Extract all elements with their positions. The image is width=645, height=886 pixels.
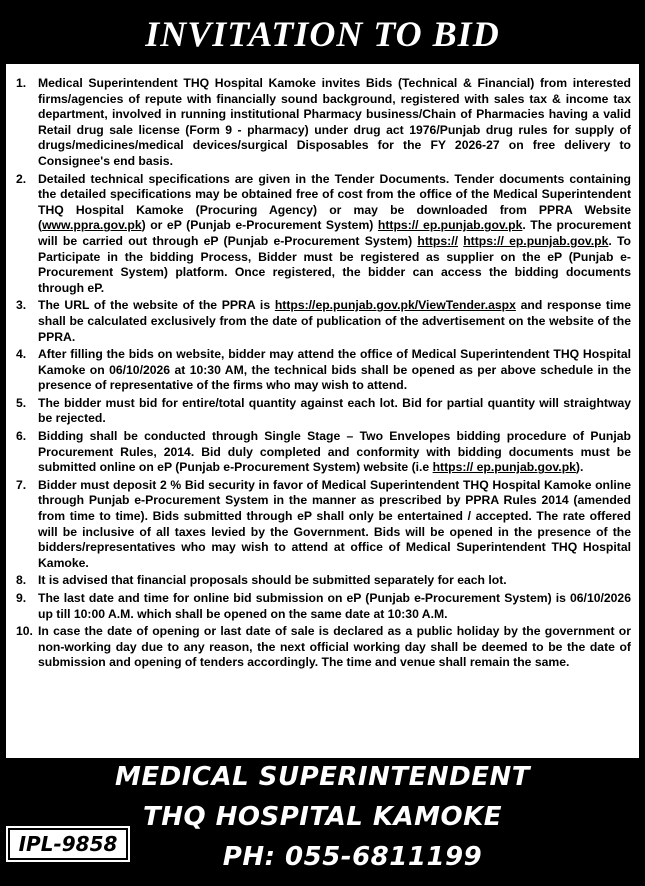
clause-text-segment: Bidding shall be conducted through Single Stage – Two Envelopes bidding procedure of Punjab Procurement Rules, 2014. Bid duly completed and conformity with bidding documents must be submitted online on eP (Punjab e-Procurement System) website (i.e bbox=[38, 429, 631, 475]
url-reference: https:// ep.punjab.gov.pk bbox=[432, 460, 576, 475]
clause-text-segment: and response time shall be calculated exclusively from the date of publication of the advertisement on the website of the PPRA. bbox=[38, 298, 631, 344]
clause-text-segment: Medical Superintendent THQ Hospital Kamoke invites Bids (Technical & Financial) from interested firms/agencies of repute with financially sound background, registered with sales tax & income tax department, involved in running institutional Pharmacy business/Chain of Pharmacies having a valid Retail drug sale license (Form 9 - pharmacy) under drug act 1976/Punjab drug rules for supply of drugs/medicines/medical devices/surgical Disposables for the FY 2026-27 on free delivery to Consignee's end basis. bbox=[38, 76, 631, 168]
clause-number: 5. bbox=[16, 395, 27, 410]
bid-clause bbox=[16, 396, 631, 427]
clause-number: 4. bbox=[16, 347, 27, 362]
clause-text bbox=[38, 573, 631, 589]
bid-clause bbox=[16, 298, 631, 345]
clause-number: 6. bbox=[16, 429, 27, 444]
clause-text-segment: ) or eP (Punjab e-Procurement System) bbox=[141, 218, 378, 233]
clause-text bbox=[38, 591, 631, 622]
clause-text-segment: Bidder must deposit 2 % Bid security in favor of Medical Superintendent THQ Hospital Kamoke online through Punjab e-Procurement System in the manner as prescribed by PPRA Rules 2014 (amended from time to time). Bids submitted through eP shall only be entertained / accepted. The rate offered will be inclusive of all taxes levied by the Government. Bids will be opened in the presence of the bidders/representatives who may wish to attend at office of Medical Superintendent THQ Hospital Kamoke. bbox=[38, 477, 631, 570]
url-reference: https:// bbox=[417, 233, 458, 248]
clause-number: 8. bbox=[16, 573, 27, 588]
clause-text-segment: . To Participate in the bidding Process, Bidder must be registered as supplier on the eP (Punjab e-Procurement System) platform. Once registered, the bidder can access the bidding documents through eP. bbox=[38, 233, 631, 295]
clause-text bbox=[38, 347, 631, 394]
ad-title: INVITATION TO BID bbox=[145, 14, 500, 54]
clause-number: 2. bbox=[16, 171, 27, 186]
clause-text bbox=[38, 76, 631, 170]
clause-text bbox=[38, 478, 631, 572]
clause-text-segment: It is advised that financial proposals should be submitted separately for each lot. bbox=[38, 573, 507, 588]
bid-clause bbox=[16, 478, 631, 572]
clause-text-segment: In case the date of opening or last date of sale is declared as a public holiday by the government or non-working day due to any reason, the next official working day shall be deemed to be the date of submission and opening of tenders accordingly. The time and venue shall remain the same. bbox=[38, 624, 631, 670]
clause-text-segment: ). bbox=[575, 460, 584, 475]
bid-clause bbox=[16, 76, 631, 170]
clause-text-segment: The URL of the website of the PPRA is bbox=[38, 298, 275, 313]
clause-text-segment: The last date and time for online bid submission on eP (Punjab e-Procurement System) is 06/10/2026 up till 10:00 A.M. which shall be opened on the same date at 10:30 A.M. bbox=[38, 591, 631, 621]
bid-clause bbox=[16, 573, 631, 589]
bid-clause bbox=[16, 624, 631, 671]
ipl-reference-badge: IPL-9858 bbox=[8, 828, 128, 860]
clause-text bbox=[38, 429, 631, 476]
url-reference: https:// ep.punjab.gov.pk bbox=[463, 233, 609, 248]
url-reference: www.ppra.gov.pk bbox=[42, 218, 142, 233]
clause-text bbox=[38, 396, 631, 427]
clause-number: 10. bbox=[16, 624, 33, 639]
bid-clause bbox=[16, 347, 631, 394]
clause-text bbox=[38, 624, 631, 671]
bid-clauses-list bbox=[16, 76, 631, 671]
bid-clause bbox=[16, 172, 631, 297]
bid-clause bbox=[16, 591, 631, 622]
clause-number: 9. bbox=[16, 591, 27, 605]
clause-text bbox=[38, 298, 631, 345]
clause-text-segment: Detailed technical specifications are given in the Tender Documents. Tender documents containing the detailed specifications may be obtained free of cost from the office of the Medical Superintendent THQ Hospital Kamoke (Procuring Agency) or may be downloaded from PPRA Website ( bbox=[38, 171, 631, 233]
footer-hospital-name: THQ HOSPITAL KAMOKE bbox=[142, 802, 503, 832]
clause-text-segment: After filling the bids on website, bidder may attend the office of Medical Superintendent THQ Hospital Kamoke on 06/10/2026 at 10:30 AM, the technical bids shall be opened as per above schedule in the presence of representative of the firms who may wish to attend. bbox=[38, 347, 631, 393]
clause-number: 3. bbox=[16, 298, 27, 313]
clause-number: 1. bbox=[16, 76, 27, 90]
clause-text-segment: . The procurement will be carried out through eP (Punjab e-Procurement System) bbox=[38, 218, 631, 248]
url-reference: https://ep.punjab.gov.pk/ViewTender.aspx bbox=[274, 298, 516, 313]
bid-clauses-box bbox=[6, 64, 639, 758]
url-reference: https:// ep.punjab.gov.pk bbox=[377, 218, 523, 233]
clause-number: 7. bbox=[16, 477, 27, 492]
footer-designation: MEDICAL SUPERINTENDENT bbox=[115, 762, 530, 792]
clause-text-segment: The bidder must bid for entire/total quantity against each lot. Bid for partial quantity will straightway be rejected. bbox=[38, 395, 631, 426]
clause-text bbox=[38, 172, 631, 297]
footer-phone: PH: 055-6811199 bbox=[222, 842, 483, 872]
bid-clause bbox=[16, 429, 631, 476]
